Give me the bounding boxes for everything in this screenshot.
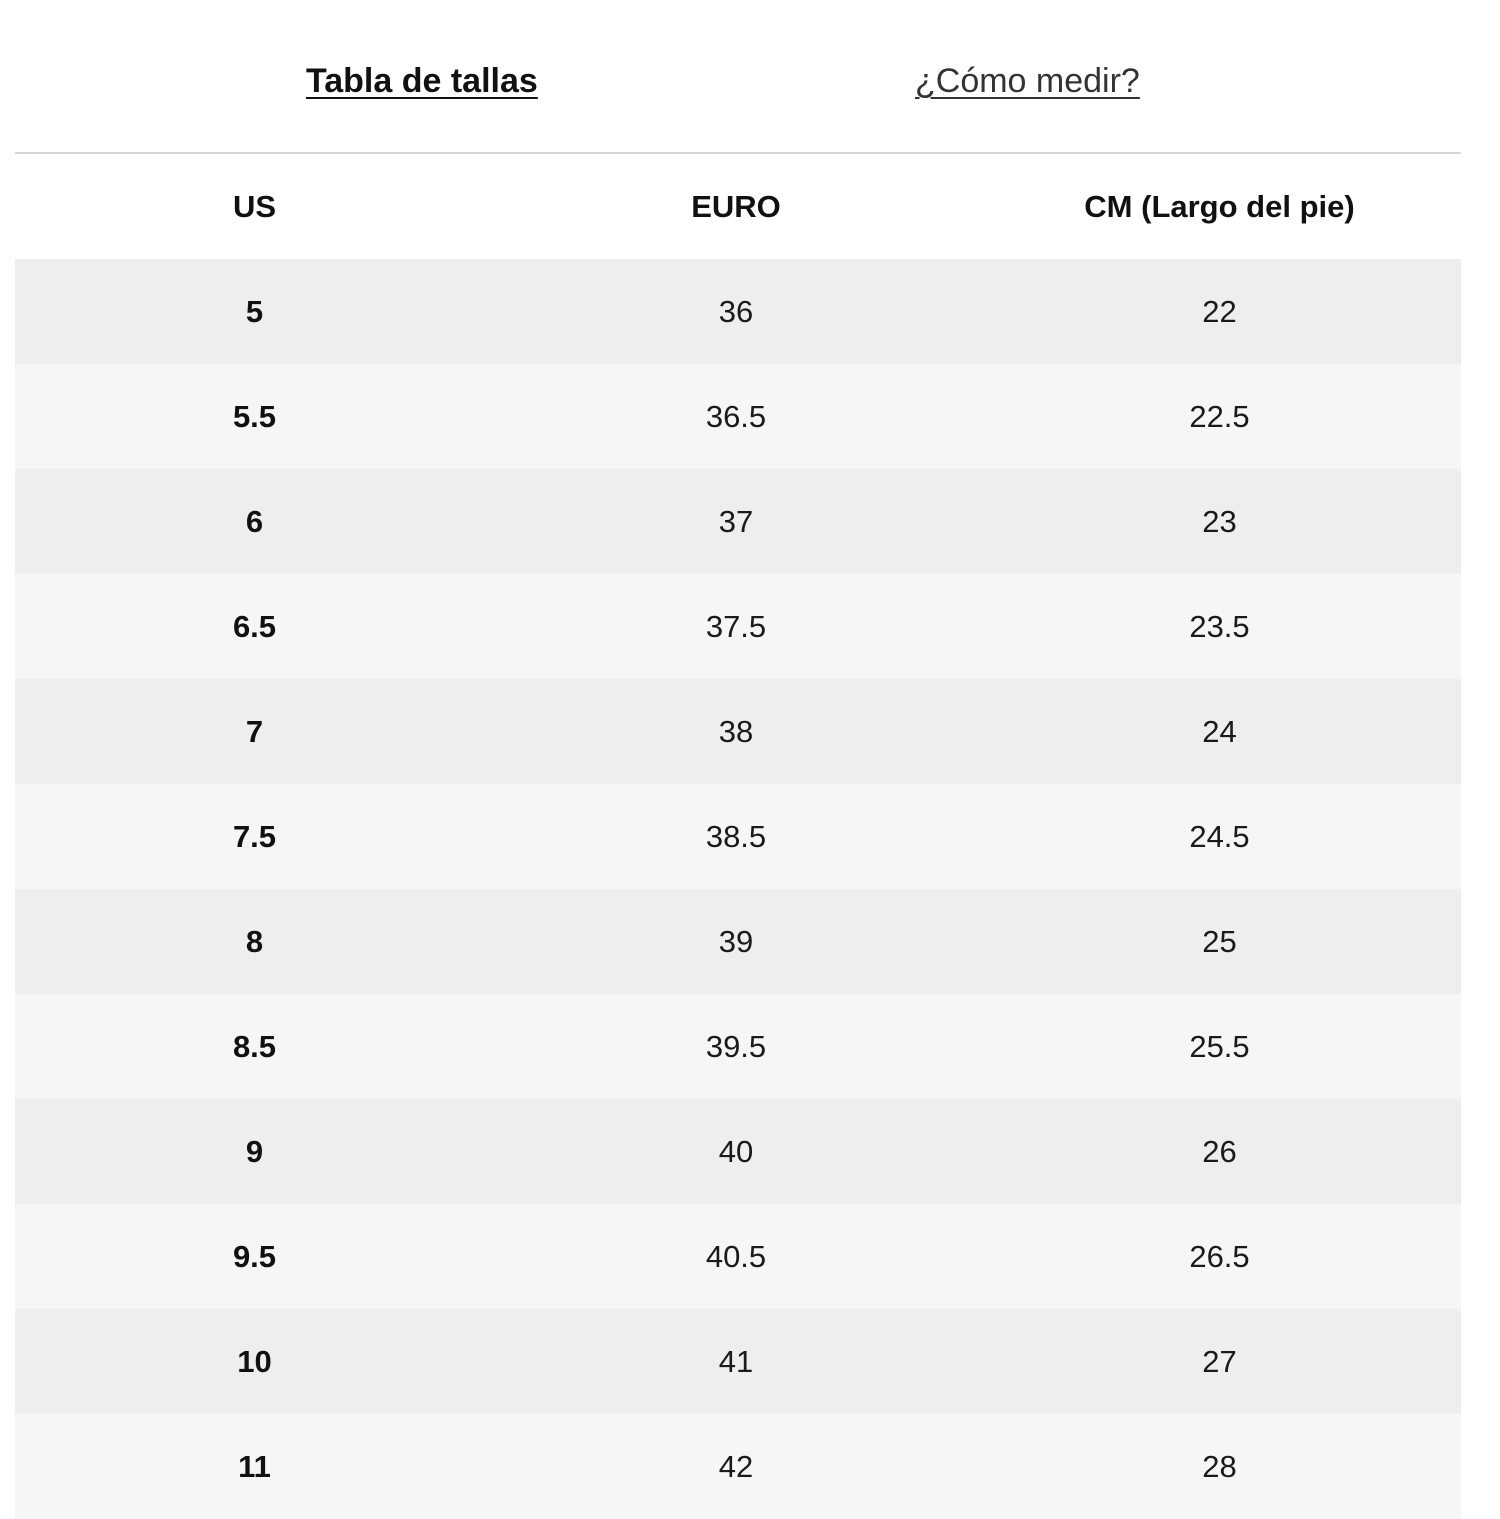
table-row: [15, 469, 1461, 574]
table-header-row: [15, 154, 1461, 259]
us-size-cell: 8.5: [232, 1028, 277, 1064]
euro-size-cell: 39: [718, 923, 754, 959]
cm-length-cell: 22: [1202, 293, 1237, 329]
cm-length-cell: 28: [1202, 1448, 1237, 1484]
size-table: [15, 154, 1461, 1519]
euro-size-cell: 39.5: [705, 1028, 767, 1064]
cm-length-cell: 27: [1202, 1343, 1237, 1379]
size-guide-tabs: [0, 0, 1500, 153]
tab-how-to-measure[interactable]: ¿Cómo medir?: [915, 62, 1140, 100]
us-size-cell: 9: [245, 1133, 264, 1169]
column-header-cm: CM (Largo del pie): [1084, 188, 1355, 224]
tab-size-table[interactable]: Tabla de tallas: [306, 62, 538, 100]
table-row: [15, 1309, 1461, 1414]
table-row: [15, 784, 1461, 889]
cm-length-cell: 26.5: [1189, 1238, 1250, 1274]
us-size-cell: 6.5: [232, 608, 277, 644]
euro-size-cell: 36.5: [705, 398, 767, 434]
table-row: [15, 994, 1461, 1099]
table-row: [15, 1099, 1461, 1204]
cm-length-cell: 25: [1202, 923, 1237, 959]
table-row: [15, 1414, 1461, 1519]
table-row: [15, 259, 1461, 364]
cm-length-cell: 24: [1202, 713, 1237, 749]
euro-size-cell: 38.5: [705, 818, 767, 854]
table-row: [15, 1204, 1461, 1309]
column-header-us: US: [232, 188, 277, 224]
us-size-cell: 9.5: [232, 1238, 277, 1274]
table-row: [15, 889, 1461, 994]
table-row: [15, 364, 1461, 469]
table-row: [15, 574, 1461, 679]
cm-length-cell: 24.5: [1189, 818, 1250, 854]
euro-size-cell: 41: [718, 1343, 754, 1379]
table-row: [15, 679, 1461, 784]
euro-size-cell: 37: [718, 503, 754, 539]
euro-size-cell: 37.5: [705, 608, 767, 644]
cm-length-cell: 23.5: [1189, 608, 1250, 644]
cm-length-cell: 22.5: [1189, 398, 1250, 434]
euro-size-cell: 40.5: [705, 1238, 767, 1274]
us-size-cell: 5: [245, 293, 264, 329]
us-size-cell: 5.5: [232, 398, 277, 434]
euro-size-cell: 36: [718, 293, 754, 329]
us-size-cell: 10: [237, 1343, 272, 1379]
us-size-cell: 7.5: [232, 818, 277, 854]
us-size-cell: 11: [238, 1448, 271, 1484]
euro-size-cell: 38: [718, 713, 754, 749]
euro-size-cell: 40: [718, 1133, 754, 1169]
cm-length-cell: 26: [1202, 1133, 1237, 1169]
us-size-cell: 8: [245, 923, 264, 959]
cm-length-cell: 23: [1202, 503, 1237, 539]
us-size-cell: 7: [245, 713, 264, 749]
cm-length-cell: 25.5: [1189, 1028, 1250, 1064]
column-header-euro: EURO: [691, 188, 781, 224]
euro-size-cell: 42: [718, 1448, 754, 1484]
us-size-cell: 6: [245, 503, 264, 539]
